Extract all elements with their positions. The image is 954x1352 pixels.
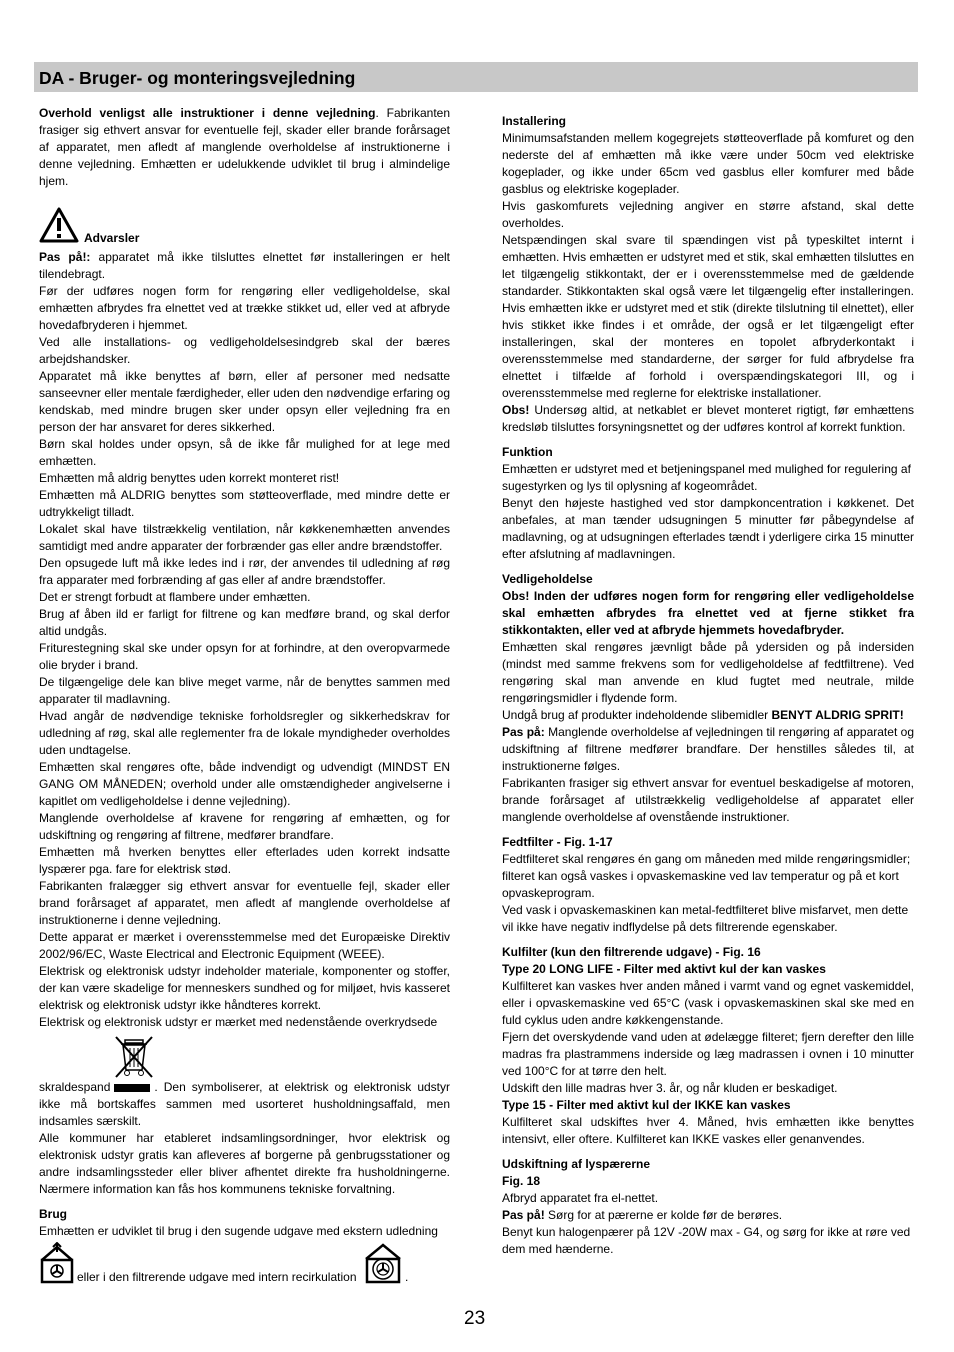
kulfilter-subheading: Type 20 LONG LIFE - Filter med aktivt kul der kan vaskes xyxy=(502,962,826,976)
warning-text: apparatet må ikke tilsluttes elnettet før installeringen er helt tilendebragt. xyxy=(39,250,450,281)
crossed-out-bin-icon xyxy=(111,1034,157,1080)
funktion-paragraph: Benyt den højeste hastighed ved stor dampkoncentration i køkkenet. Det anbefales, at man tænder udsugningen 5 minutter før påbegyndelse af madlavning, og at udsugningen efterlades tændt i yderligere cirka 15 minutter efter afslutning af madlavningen. xyxy=(502,496,914,561)
vedligeholdelse-paragraph: Emhætten skal rengøres jævnligt både på ydersiden og på indersiden (mindst med samme frekvens som for vedligeholdelse af fedtfiltrene). Ved rengøring skal man anvende en klud fugtet med neutrale, milde rengøringsmidler i flydende form. xyxy=(502,640,914,705)
brug-end-text: . xyxy=(405,1270,409,1284)
page-title: DA - Bruger- og monteringsvejledning xyxy=(39,68,356,88)
lyspaerer-paragraph: Benyt kun halogenpærer på 12V -20W max - G4, og sørg for ikke at røre ved dem med hænderne. xyxy=(502,1225,911,1256)
recirculation-icon xyxy=(363,1242,403,1284)
lyspaerer-heading: Udskiftning af lyspærerne xyxy=(502,1157,651,1171)
kulfilter-subheading: Type 15 - Filter med aktivt kul der IKKE kan vaskes xyxy=(502,1098,791,1112)
kulfilter-paragraph: Fjern det overskydende vand uden at ødelægge filteret; fjern derefter den lille madras fra plastrammens inderside og læg madrassen i ovnen i 10 minutter ved 100°C for at tørre den helt. xyxy=(502,1030,914,1078)
brug-heading: Brug xyxy=(39,1207,67,1221)
kulfilter-paragraph: Kulfilteret skal udskiftes hver 4. Måned, hvis emhætten ikke benyttes intensivt, eller oftere. Kulfilteret kan IKKE vaskes eller genanvendes. xyxy=(502,1115,914,1146)
funktion-paragraph: Emhætten er udstyret med et betjeningspanel med mulighed for regulering af sugestyrken og lys til oplysning af kogeområdet. xyxy=(502,462,911,493)
warning-paragraph: Det er strengt forbudt at flambere under emhætten. xyxy=(39,590,311,604)
fedtfilter-paragraph: Ved vask i opvaskemaskinen kan metal-fedtfilteret blive misfarvet, men dette vil ikke have negativ indflydelse på dets filtrerende egenskaber. xyxy=(502,903,909,934)
lyspaerer-fig: Fig. 18 xyxy=(502,1174,541,1188)
warning-paragraph: Apparatet må ikke benyttes af børn, eller af personer med nedsatte sanseevner eller mentale færdigheder, eller uden den nødvendige erfaring og kendskab, med mindre brugen sker under opsyn eller vejledning fra en person der har ansvaret for deres sikkerhed. xyxy=(39,369,450,434)
weee-paragraph: Alle kommuner har etableret indsamlingsordninger, hvor elektrisk og elektronisk udstyr gratis kan afleveres af borgerne på genbrugsstationer og andre indsamlingssteder eller bliver afhentet direkte fra husholdningerne. Nærmere information kan fås hos kommunens tekniske forvaltning. xyxy=(39,1131,450,1196)
weee-text-a: skraldespand xyxy=(39,1080,111,1094)
fedtfilter-heading: Fedtfilter - Fig. 1-17 xyxy=(502,835,613,849)
warning-paragraph: Fabrikanten fralægger sig ethvert ansvar for eventuelle fejl, skader eller brand forårsaget af apparatet, men afledt af manglende overholdelse af instruktionerne i denne vejledning. xyxy=(39,879,450,927)
brug-icons-row xyxy=(39,1242,450,1286)
ducted-extraction-icon xyxy=(39,1242,75,1284)
installering-paragraph: Netspændingen skal svare til spændingen vist på typeskiltet internt i emhætten. Hvis emhætten er udstyret med et stik, skal emhætten tilsluttes en let tilgængelig stikkontakt, der er i overensstemmelse med de gældende standarder. Stikkontakten skal også være let tilgængelig efter installeringen. Hvis emhætten ikke er udstyret med et stik (direkte tilslutning til elnettet), eller hvis stikket ikke findes i et område, der også er let tilgængeligt efter installeringen, skal der monteres en topolet afbryderkontakt i overensstemmelse med standarderne, der sørger for fuld afbrydelse fra elnettet i tilfælde af forhold i overspændingskategori III, og i overensstemmelse med reglerne for elektriske installationer. xyxy=(502,233,914,400)
warning-paragraph: Ved alle installations- og vedligeholdelsesindgreb skal der bæres arbejdshandsker. xyxy=(39,335,450,366)
installering-paragraph: Minimumsafstanden mellem kogegrejets støtteoverflade på komfuret og den nederste del af emhætten må ikke være under 50cm ved elektriske kogeplader, og ikke under 65cm ved gasblus eller komfurer med både gasblus og elektriske kogeplader. xyxy=(502,131,914,196)
warning-paragraph: Friturestegning skal ske under opsyn for at forhindre, at den overopvarmede olie bryder i brand. xyxy=(39,641,450,672)
warnings-heading-row xyxy=(39,212,450,249)
intro-bold: Overhold venligst alle instruktioner i denne vejledning xyxy=(39,106,376,120)
lys-p2-text: Sørg for at pærerne er kolde før de berøres. xyxy=(544,1208,783,1222)
warning-paragraph: Børn skal holdes under opsyn, så de ikke får mulighed for at lege med emhætten. xyxy=(39,437,450,468)
warning-paragraph: Dette apparat er mærket i overensstemmelse med det Europæiske Direktiv 2002/96/EC, Waste Electrical and Electronic Equipment (WEEE). xyxy=(39,930,450,961)
obs-bold: Obs! xyxy=(502,403,530,417)
vedligeholdelse-paragraph xyxy=(502,707,914,724)
intro-text: . Fabrikanten frasiger sig ethvert ansvar for eventuelle fejl, skader eller brande forårsaget af apparatet, men afledt af manglende overholdelse af instruktionerne i denne vejledning. Emhætten er udelukkende udviklet til brug i almindelige hjem. xyxy=(39,106,450,188)
warning-paragraph: Elektrisk og elektronisk udstyr er mærket med nedenstående overkrydsede xyxy=(39,1015,438,1029)
intro-paragraph xyxy=(39,105,450,190)
warning-paragraph: Elektrisk og elektronisk udstyr indeholder materiale, komponenter og stoffer, der kan være skadelige for menneskers sundhed og for miljøet, hvis kasseret elektrisk og elektronisk udstyr ikke håndteres korrekt. xyxy=(39,964,450,1012)
vedligeholdelse-paragraph xyxy=(502,724,914,775)
lyspaerer-paragraph: Afbryd apparatet fra el-nettet. xyxy=(502,1191,659,1205)
lys-p2-bold: Pas på! xyxy=(502,1208,545,1222)
page-number: 23 xyxy=(464,1308,486,1329)
header-bar xyxy=(34,62,918,92)
fedtfilter-paragraph: Fedtfilteret skal rengøres én gang om måneden med milde rengøringsmidler; filteret kan også vaskes i opvaskemaskine ved lav temperatur og på et kort opvaskeprogram. xyxy=(502,852,911,900)
warning-paragraph xyxy=(39,249,450,283)
obs-text: Undersøg altid, at netkablet er blevet monteret rigtigt, før emhættens kredsløb tilsluttes forsyningsnettet og der udføres kontrol af korrekt funktion. xyxy=(502,403,914,434)
vedligeholdelse-paragraph: Fabrikanten frasiger sig ethvert ansvar for eventuel beskadigelse af motoren, brande forårsaget af utilstrækkelig vedligeholdelse af apparatet eller manglende overholdelse af ovenstående instruktioner. xyxy=(502,776,914,824)
ved-p3-text: Manglende overholdelse af vejledningen til rengøring af apparatet og udskiftning af filtrene medfører brandfare. Der henstilles således til, at instruktionerne følges. xyxy=(502,725,914,773)
kulfilter-paragraph: Kulfilteret kan vaskes hver anden måned i varmt vand og egnet vaskemiddel, eller i opvaskemaskine ved 65°C (vask i opvaskemaskinen skal ske med en fuld cyklus uden andre køkkengenstande. xyxy=(502,979,914,1027)
installering-obs xyxy=(502,402,914,436)
ved-p2a: Undgå brug af produkter indeholdende slibemidler xyxy=(502,708,772,722)
warning-paragraph: Emhætten skal rengøres ofte, både indvendigt og udvendigt (MINDST EN GANG OM MÅNEDEN; overhold under alle omstændigheder angivelserne i kapitlet om vedligeholdelse i denne vejledning). xyxy=(39,760,450,808)
weee-symbol-row xyxy=(39,1031,450,1079)
warning-paragraph: Lokalet skal have tilstrækkelig ventilation, når køkkenemhætten anvendes samtidigt med andre apparater der forbrænder gas eller andre brændstoffer. xyxy=(39,522,450,553)
funktion-heading: Funktion xyxy=(502,445,553,459)
lyspaerer-paragraph xyxy=(502,1207,914,1224)
brug-mid-text: eller i den filtrerende udgave med intern recirkulation xyxy=(77,1270,357,1284)
vedligeholdelse-warning: Obs! Inden der udføres nogen form for rengøring eller vedligeholdelse skal emhætten afbrydes fra elnettet ved at fjerne stikket fra stikkontakten, eller ved at afbryde hjemmets hovedafbryder. xyxy=(502,589,914,637)
warning-paragraph: Emhætten må hverken benyttes eller efterlades uden korrekt indsatte lyspærer pga. fare for elektrisk stød. xyxy=(39,845,450,876)
kulfilter-heading: Kulfilter (kun den filtrerende udgave) - Fig. 16 xyxy=(502,945,761,959)
right-column xyxy=(502,113,914,1258)
warning-paragraph: De tilgængelige dele kan blive meget varme, når de benyttes sammen med apparater til madlavning. xyxy=(39,675,450,706)
warning-paragraph: Emhætten må aldrig benyttes uden korrekt monteret rist! xyxy=(39,471,340,485)
warning-paragraph: Emhætten må ALDRIG benyttes som støtteoverflade, med mindre dette er udtrykkeligt tilladt. xyxy=(39,488,450,519)
warning-paragraph: Den opsugede luft må ikke ledes ind i rør, der anvendes til udledning af røg fra apparater med forbrænding af gas eller af andre brændstoffer. xyxy=(39,556,450,587)
vedligeholdelse-heading: Vedligeholdelse xyxy=(502,572,593,586)
ved-p3-bold: Pas på: xyxy=(502,725,545,739)
weee-paragraph xyxy=(39,1079,450,1130)
weee-bar xyxy=(114,1084,150,1092)
ved-p2b: BENYT ALDRIG SPRIT! xyxy=(771,708,904,722)
warning-paragraph: Før der udføres nogen form for rengøring eller vedligeholdelse, skal emhætten afbrydes fra elnettet ved at trække stikket ud, eller ved at afbryde hovedafbryderen i hjemmet. xyxy=(39,284,450,332)
installering-heading: Installering xyxy=(502,114,567,128)
warning-triangle-icon xyxy=(39,207,79,243)
warnings-heading: Advarsler xyxy=(84,231,140,245)
installering-paragraph: Hvis gaskomfurets vejledning angiver en større afstand, skal dette overholdes. xyxy=(502,199,914,230)
weee-text-b: . Den symboliserer, at elektrisk og elektronisk udstyr ikke må bortskaffes sammen med usorteret husholdningsaffald, men indsamles særskilt. xyxy=(39,1080,450,1128)
warning-paragraph: Brug af åben ild er farligt for filtrene og kan medføre brand, og skal derfor altid undgås. xyxy=(39,607,450,638)
brug-text: Emhætten er udviklet til brug i den sugende udgave med ekstern udledning xyxy=(39,1224,438,1238)
left-column xyxy=(39,105,450,1286)
kulfilter-paragraph: Udskift den lille madras hver 3. år, og når kluden er beskadiget. xyxy=(502,1081,838,1095)
warning-bold: Pas på!: xyxy=(39,250,91,264)
warning-paragraph: Manglende overholdelse af kravene for rengøring af emhætten, og for udskiftning og rengøring af filtrene, medfører brandfare. xyxy=(39,811,450,842)
warning-paragraph: Hvad angår de nødvendige tekniske forholdsregler og sikkerhedskrav for udledning af røg, skal alle reglementer fra de lokale myndigheder overholdes uden undtagelse. xyxy=(39,709,450,757)
